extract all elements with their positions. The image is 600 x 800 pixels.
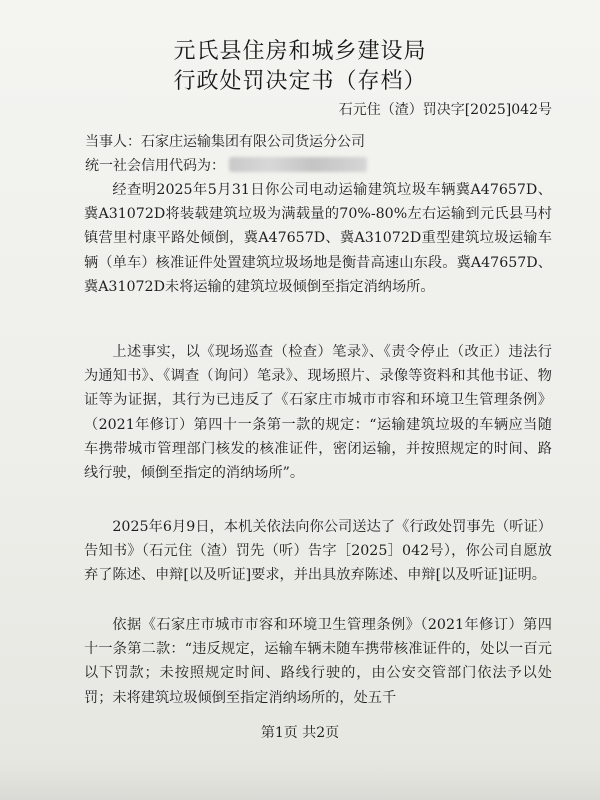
issuing-authority-title: 元氏县住房和城乡建设局 xyxy=(173,39,427,64)
credit-code-label: 统一社会信用代码为： xyxy=(85,158,225,174)
evidence-paragraph: 上述事实，以《现场巡查（检查）笔录》、《责令停止（改正）违法行为通知书》、《调查（询问）笔录》、现场照片、录像等资料和其他书证、物证等为证据，其行为已违反了《石家庄市城市市容和环境卫生管理条例》（2021年修订）第四十一条第一款的规定：“运输建筑垃圾的车辆应当随车携带城市管理部门核发的核准证件，密闭运输，并按照规定的时间、路线行驶，倾倒至指定的消纳场所”。 xyxy=(84,344,552,482)
page-shading xyxy=(0,760,600,800)
credit-code-line xyxy=(85,155,367,175)
legal-basis-paragraph: 依据《石家庄市城市市容和环境卫生管理条例》（2021年修订）第四十一条第二款：“违反规定，运输车辆未随车携带核准证件的，处以一百元以下罚款；未按照规定时间、路线行驶的，由公安交管部门依法予以处罚；未将建筑垃圾倾倒至指定消纳场所的，处五千 xyxy=(84,617,552,706)
notice-paragraph: 2025年6月9日，本机关依法向你公司送达了《行政处罚事先（听证）告知书》（石元住（渣）罚先（听）告字［2025］042号），你公司自愿放弃了陈述、申辩[以及听证]要求，并出具放弃陈述、申辩[以及听证]证明。 xyxy=(84,519,552,584)
redacted-credit-code xyxy=(229,157,367,172)
page-indicator: 第1页 共2页 xyxy=(260,725,340,741)
document-number: 石元住（渣）罚决字[2025]042号 xyxy=(338,102,552,118)
facts-paragraph: 经查明2025年5月31日你公司电动运输建筑垃圾车辆冀A47657D、冀A31072D将装载建筑垃圾为满载量的70%-80%左右运输到元氏县马村镇营里村康平路处倾倒，冀A47657D、冀A31072D重型建筑垃圾运输车辆（单车）核准证件处置建筑垃圾场地是衡昔高速山东段。冀A47657D、冀A31072D未将运输的建筑垃圾倾倒至指定消纳场所。 xyxy=(84,182,552,295)
document-type-title: 行政处罚决定书（存档） xyxy=(173,69,427,94)
party-name-line: 当事人：石家庄运输集团有限公司货运分公司 xyxy=(85,134,365,150)
